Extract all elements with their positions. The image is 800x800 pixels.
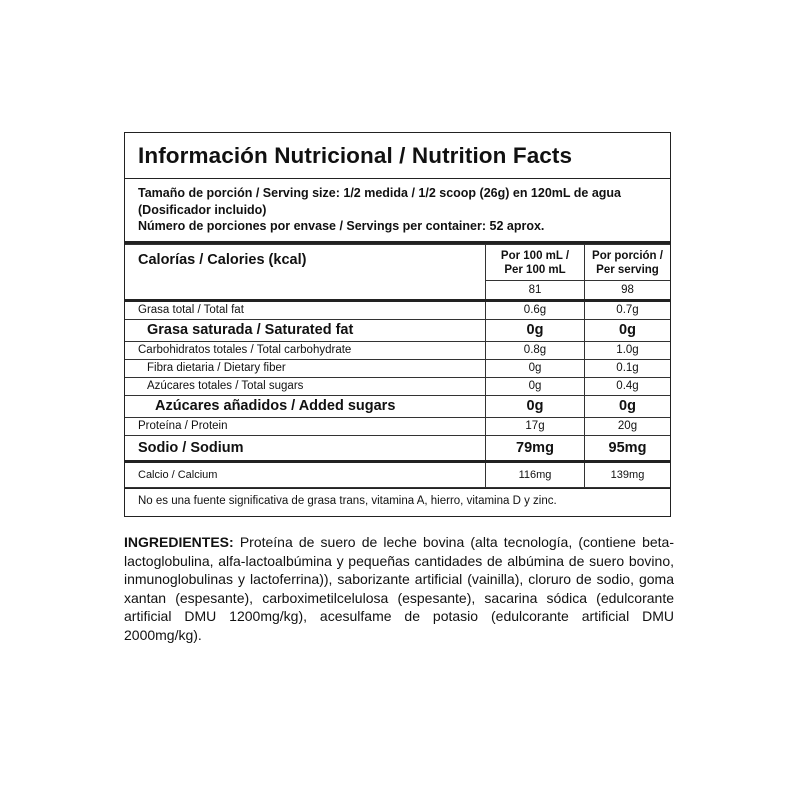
col-per100-header: [486, 244, 585, 280]
nutrient-name: Azúcares totales / Total sugars: [125, 377, 486, 395]
nutrient-row: [125, 319, 670, 341]
footnote: No es una fuente significativa de grasa trans, vitamina A, hierro, vitamina D y zinc.: [125, 488, 670, 516]
nutrient-per100: 0g: [486, 319, 585, 341]
nutrient-perserving: 0.1g: [585, 359, 671, 377]
nutrient-row: [125, 300, 670, 319]
nutrient-name: Calcio / Calcium: [125, 461, 486, 487]
nutrient-perserving: 20g: [585, 417, 671, 435]
col-perserving-header-line1: Por porción /: [592, 249, 663, 262]
label-title: Información Nutricional / Nutrition Facts: [125, 133, 670, 179]
nutrient-table: [125, 244, 670, 488]
nutrient-name: Grasa total / Total fat: [125, 300, 486, 319]
header-row: [125, 244, 670, 280]
nutrient-per100: 0.8g: [486, 341, 585, 359]
nutrient-per100: 116mg: [486, 461, 585, 487]
nutrient-row: [125, 377, 670, 395]
nutrient-perserving: 0.7g: [585, 300, 671, 319]
calories-per100: 81: [486, 280, 585, 300]
col-per100-header-line2: Per 100 mL: [504, 263, 566, 276]
nutrient-row: [125, 395, 670, 417]
nutrient-per100: 0g: [486, 377, 585, 395]
nutrient-perserving: 1.0g: [585, 341, 671, 359]
col-perserving-header-line2: Per serving: [596, 263, 659, 276]
nutrient-row: [125, 341, 670, 359]
nutrient-row: [125, 461, 670, 487]
nutrient-name: Sodio / Sodium: [125, 435, 486, 461]
servings-per-container: Número de porciones por envase / Servings per container: 52 aprox.: [138, 219, 545, 233]
ingredients-section: [124, 533, 674, 645]
nutrient-name: Azúcares añadidos / Added sugars: [125, 395, 486, 417]
nutrient-perserving: 0g: [585, 395, 671, 417]
nutrient-per100: 17g: [486, 417, 585, 435]
col-per100-header-line1: Por 100 mL /: [500, 249, 570, 262]
calories-perserving: 98: [585, 280, 671, 300]
nutrient-row: [125, 417, 670, 435]
serving-size: Tamaño de porción / Serving size: 1/2 medida / 1/2 scoop (26g) en 120mL de agua (Dosificador incluido): [138, 186, 622, 217]
nutrition-facts-label: [124, 132, 671, 517]
nutrient-per100: 0g: [486, 395, 585, 417]
nutrient-per100: 0.6g: [486, 300, 585, 319]
nutrient-perserving: 0g: [585, 319, 671, 341]
col-perserving-header: [585, 244, 671, 280]
nutrient-name: Fibra dietaria / Dietary fiber: [125, 359, 486, 377]
ingredients-heading: INGREDIENTES:: [124, 534, 234, 550]
nutrient-name: Carbohidratos totales / Total carbohydrate: [125, 341, 486, 359]
nutrient-perserving: 95mg: [585, 435, 671, 461]
nutrient-row: [125, 435, 670, 461]
calories-label: Calorías / Calories (kcal): [125, 244, 486, 300]
nutrient-perserving: 0.4g: [585, 377, 671, 395]
nutrient-per100: 79mg: [486, 435, 585, 461]
nutrient-row: [125, 359, 670, 377]
serving-info: [125, 179, 670, 244]
nutrient-per100: 0g: [486, 359, 585, 377]
nutrient-perserving: 139mg: [585, 461, 671, 487]
nutrient-name: Grasa saturada / Saturated fat: [125, 319, 486, 341]
ingredients-text: Proteína de suero de leche bovina (alta tecnología, (contiene beta-lactoglobulina, alfa-lactoalbúmina y pequeñas cantidades de albúmina de suero bovino, inmunoglobulinas y lactoferrina)), saborizante artificial (vainilla), cloruro de sodio, goma xantan (espesante), carboximetilcelulosa (espesante), sacarina sódica (edulcorante artificial DMU 1200mg/kg), acesulfame de potasio (edulcorante artificial DMU 2000mg/kg).: [124, 534, 674, 643]
nutrient-name: Proteína / Protein: [125, 417, 486, 435]
